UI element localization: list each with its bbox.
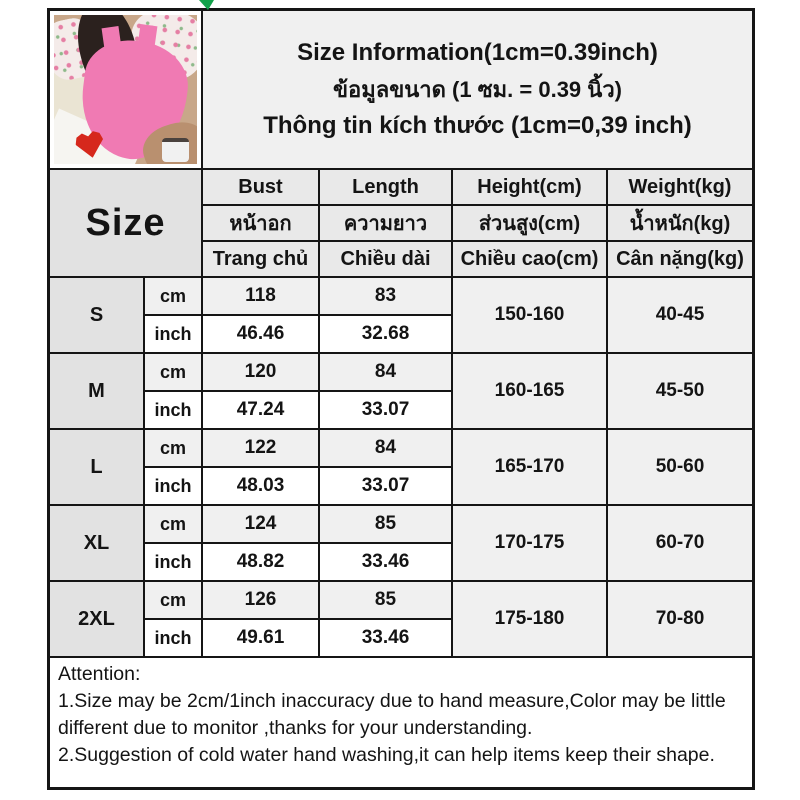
weight-range-xl: 60-70 (608, 506, 752, 580)
header-height-th: ส่วนสูง(cm) (453, 206, 606, 240)
header-weight-vi: Cân nặng(kg) (608, 242, 752, 276)
title-cell (203, 11, 752, 168)
height-range-s: 150-160 (453, 278, 606, 352)
length-inch-2xl: 33.46 (320, 620, 451, 656)
header-size: Size (50, 170, 201, 276)
height-range-l: 165-170 (453, 430, 606, 504)
unit-inch-xl: inch (145, 544, 201, 580)
header-length-th: ความยาว (320, 206, 451, 240)
height-range-2xl: 175-180 (453, 582, 606, 656)
header-weight-th: น้ำหนัก(kg) (608, 206, 752, 240)
length-cm-2xl: 85 (320, 582, 451, 618)
header-height-en: Height(cm) (453, 170, 606, 204)
unit-inch-s: inch (145, 316, 201, 352)
size-label-l: L (50, 430, 143, 504)
header-weight-en: Weight(kg) (608, 170, 752, 204)
weight-range-l: 50-60 (608, 430, 752, 504)
bust-inch-2xl: 49.61 (203, 620, 318, 656)
height-range-xl: 170-175 (453, 506, 606, 580)
bust-cm-m: 120 (203, 354, 318, 390)
unit-cm-s: cm (145, 278, 201, 314)
header-bust-en: Bust (203, 170, 318, 204)
bust-inch-s: 46.46 (203, 316, 318, 352)
size-label-s: S (50, 278, 143, 352)
bust-cm-xl: 124 (203, 506, 318, 542)
header-length-vi: Chiều dài (320, 242, 451, 276)
unit-inch-l: inch (145, 468, 201, 504)
bust-inch-m: 47.24 (203, 392, 318, 428)
length-inch-l: 33.07 (320, 468, 451, 504)
unit-cm-2xl: cm (145, 582, 201, 618)
weight-range-m: 45-50 (608, 354, 752, 428)
length-inch-xl: 33.46 (320, 544, 451, 580)
bust-cm-s: 118 (203, 278, 318, 314)
header-height-vi: Chiều cao(cm) (453, 242, 606, 276)
attention-line-2: different due to monitor ,thanks for your understanding. (58, 717, 533, 739)
bust-cm-l: 122 (203, 430, 318, 466)
unit-cm-l: cm (145, 430, 201, 466)
attention-title: Attention: (58, 663, 141, 685)
bust-inch-xl: 48.82 (203, 544, 318, 580)
weight-range-2xl: 70-80 (608, 582, 752, 656)
attention-line-1: 1.Size may be 2cm/1inch inaccuracy due to hand measure,Color may be little (58, 690, 726, 712)
length-cm-xl: 85 (320, 506, 451, 542)
length-cm-l: 84 (320, 430, 451, 466)
height-range-m: 160-165 (453, 354, 606, 428)
photo-cell (50, 11, 201, 168)
title-vietnamese: Thông tin kích thước (1cm=0,39 inch) (263, 112, 692, 140)
title-english: Size Information(1cm=0.39inch) (297, 38, 658, 66)
size-label-m: M (50, 354, 143, 428)
header-bust-th: หน้าอก (203, 206, 318, 240)
sock-shape (162, 138, 189, 162)
unit-cm-xl: cm (145, 506, 201, 542)
header-length-en: Length (320, 170, 451, 204)
length-cm-m: 84 (320, 354, 451, 390)
weight-range-s: 40-45 (608, 278, 752, 352)
length-cm-s: 83 (320, 278, 451, 314)
size-label-xl: XL (50, 506, 143, 580)
unit-cm-m: cm (145, 354, 201, 390)
bust-cm-2xl: 126 (203, 582, 318, 618)
product-photo (54, 15, 197, 164)
bust-inch-l: 48.03 (203, 468, 318, 504)
title-thai: ข้อมูลขนาด (1 ซม. = 0.39 นิ้ว) (332, 76, 622, 102)
attention-note (50, 658, 752, 787)
size-label-2xl: 2XL (50, 582, 143, 656)
size-information-table (47, 8, 755, 790)
unit-inch-2xl: inch (145, 620, 201, 656)
length-inch-m: 33.07 (320, 392, 451, 428)
attention-line-3: 2.Suggestion of cold water hand washing,it can help items keep their shape. (58, 744, 715, 766)
unit-inch-m: inch (145, 392, 201, 428)
header-bust-vi: Trang chủ (203, 242, 318, 276)
length-inch-s: 32.68 (320, 316, 451, 352)
